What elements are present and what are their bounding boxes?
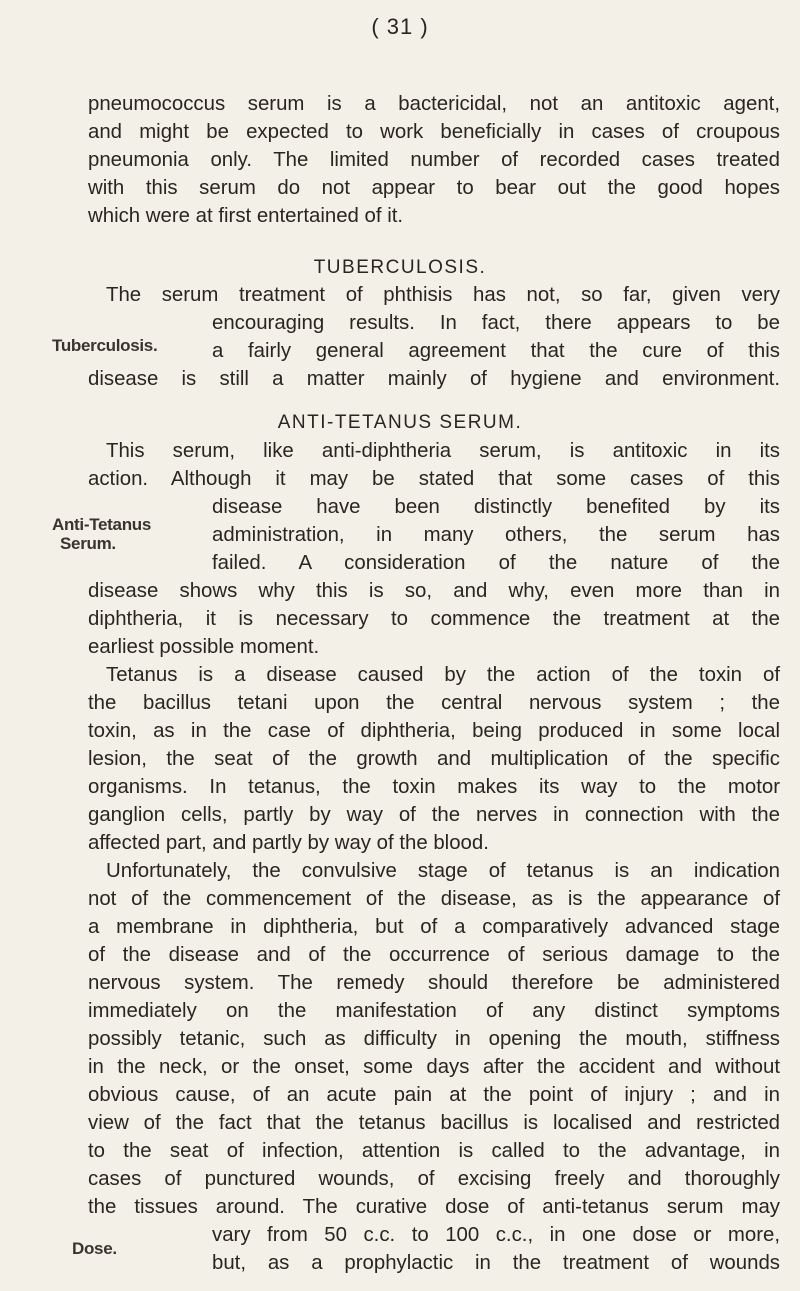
text-line: disease have been distinctly benefited by its [212, 496, 780, 518]
text-line: earliest possible moment. [88, 636, 320, 658]
section-heading-anti-tetanus: ANTI-TETANUS SERUM. [277, 412, 523, 433]
text-line: encouraging results. In fact, there appears to be [212, 312, 780, 334]
text-line: toxin, as in the case of diphtheria, being produced in some local [88, 720, 780, 742]
text-line: with this serum do not appear to bear out the good hopes [88, 177, 780, 199]
text-line: but, as a prophylactic in the treatment of wounds [212, 1252, 780, 1274]
text-line: of the disease and of the occurrence of serious damage to the [88, 944, 780, 966]
text-line: disease shows why this is so, and why, even more than in [88, 580, 780, 602]
text-line: the tissues around. The curative dose of anti-tetanus serum may [88, 1196, 780, 1218]
text-line: view of the fact that the tetanus bacillus is localised and restricted [88, 1112, 780, 1134]
text-line: pneumonia only. The limited number of recorded cases treated [88, 149, 780, 171]
text-line: to the seat of infection, attention is called to the advantage, in [88, 1140, 780, 1162]
text-line: obvious cause, of an acute pain at the point of injury ; and in [88, 1084, 780, 1106]
text-line: diphtheria, it is necessary to commence the treatment at the [88, 608, 780, 630]
text-line: a membrane in diphtheria, but of a comparatively advanced stage [88, 916, 780, 938]
text-line: nervous system. The remedy should therefore be administered [88, 972, 780, 994]
text-line: administration, in many others, the serum has [212, 524, 780, 546]
text-line: possibly tetanic, such as difficulty in opening the mouth, stiffness [88, 1028, 780, 1050]
text-line: This serum, like anti-diphtheria serum, is antitoxic in its [106, 440, 780, 462]
text-line: affected part, and partly by way of the blood. [88, 832, 489, 854]
text-line: and might be expected to work beneficially in cases of croupous [88, 121, 780, 143]
text-line: vary from 50 c.c. to 100 c.c., in one dose or more, [212, 1224, 780, 1246]
text-line: lesion, the seat of the growth and multiplication of the specific [88, 748, 780, 770]
text-line: organisms. In tetanus, the toxin makes its way to the motor [88, 776, 780, 798]
text-line: action. Although it may be stated that some cases of this [88, 468, 780, 490]
text-line: a fairly general agreement that the cure of this [212, 340, 780, 362]
text-line: immediately on the manifestation of any distinct symptoms [88, 1000, 780, 1022]
text-line: cases of punctured wounds, of excising freely and thoroughly [88, 1168, 780, 1190]
section-heading-tuberculosis: TUBERCULOSIS. [313, 257, 487, 278]
text-line: failed. A consideration of the nature of the [212, 552, 780, 574]
margin-note-tuberculosis: Tuberculosis. [52, 336, 158, 355]
text-line: which were at first entertained of it. [88, 205, 404, 227]
text-line: Tetanus is a disease caused by the action of the toxin of [106, 664, 780, 686]
text-line: Unfortunately, the convulsive stage of tetanus is an indication [106, 860, 780, 882]
margin-note-serum: Serum. [60, 534, 116, 553]
text-line: disease is still a matter mainly of hygiene and environment. [88, 368, 780, 390]
text-line: ganglion cells, partly by way of the nerves in connection with the [88, 804, 780, 826]
page-number: ( 31 ) [371, 14, 429, 39]
text-line: The serum treatment of phthisis has not, so far, given very [106, 284, 780, 306]
text-line: in the neck, or the onset, some days after the accident and without [88, 1056, 780, 1078]
text-line: not of the commencement of the disease, as is the appearance of [88, 888, 780, 910]
margin-note-dose: Dose. [72, 1239, 117, 1258]
margin-note-anti-tetanus: Anti-Tetanus [52, 515, 152, 534]
text-line: pneumococcus serum is a bactericidal, not an antitoxic agent, [88, 93, 780, 115]
text-line: the bacillus tetani upon the central nervous system ; the [88, 692, 780, 714]
